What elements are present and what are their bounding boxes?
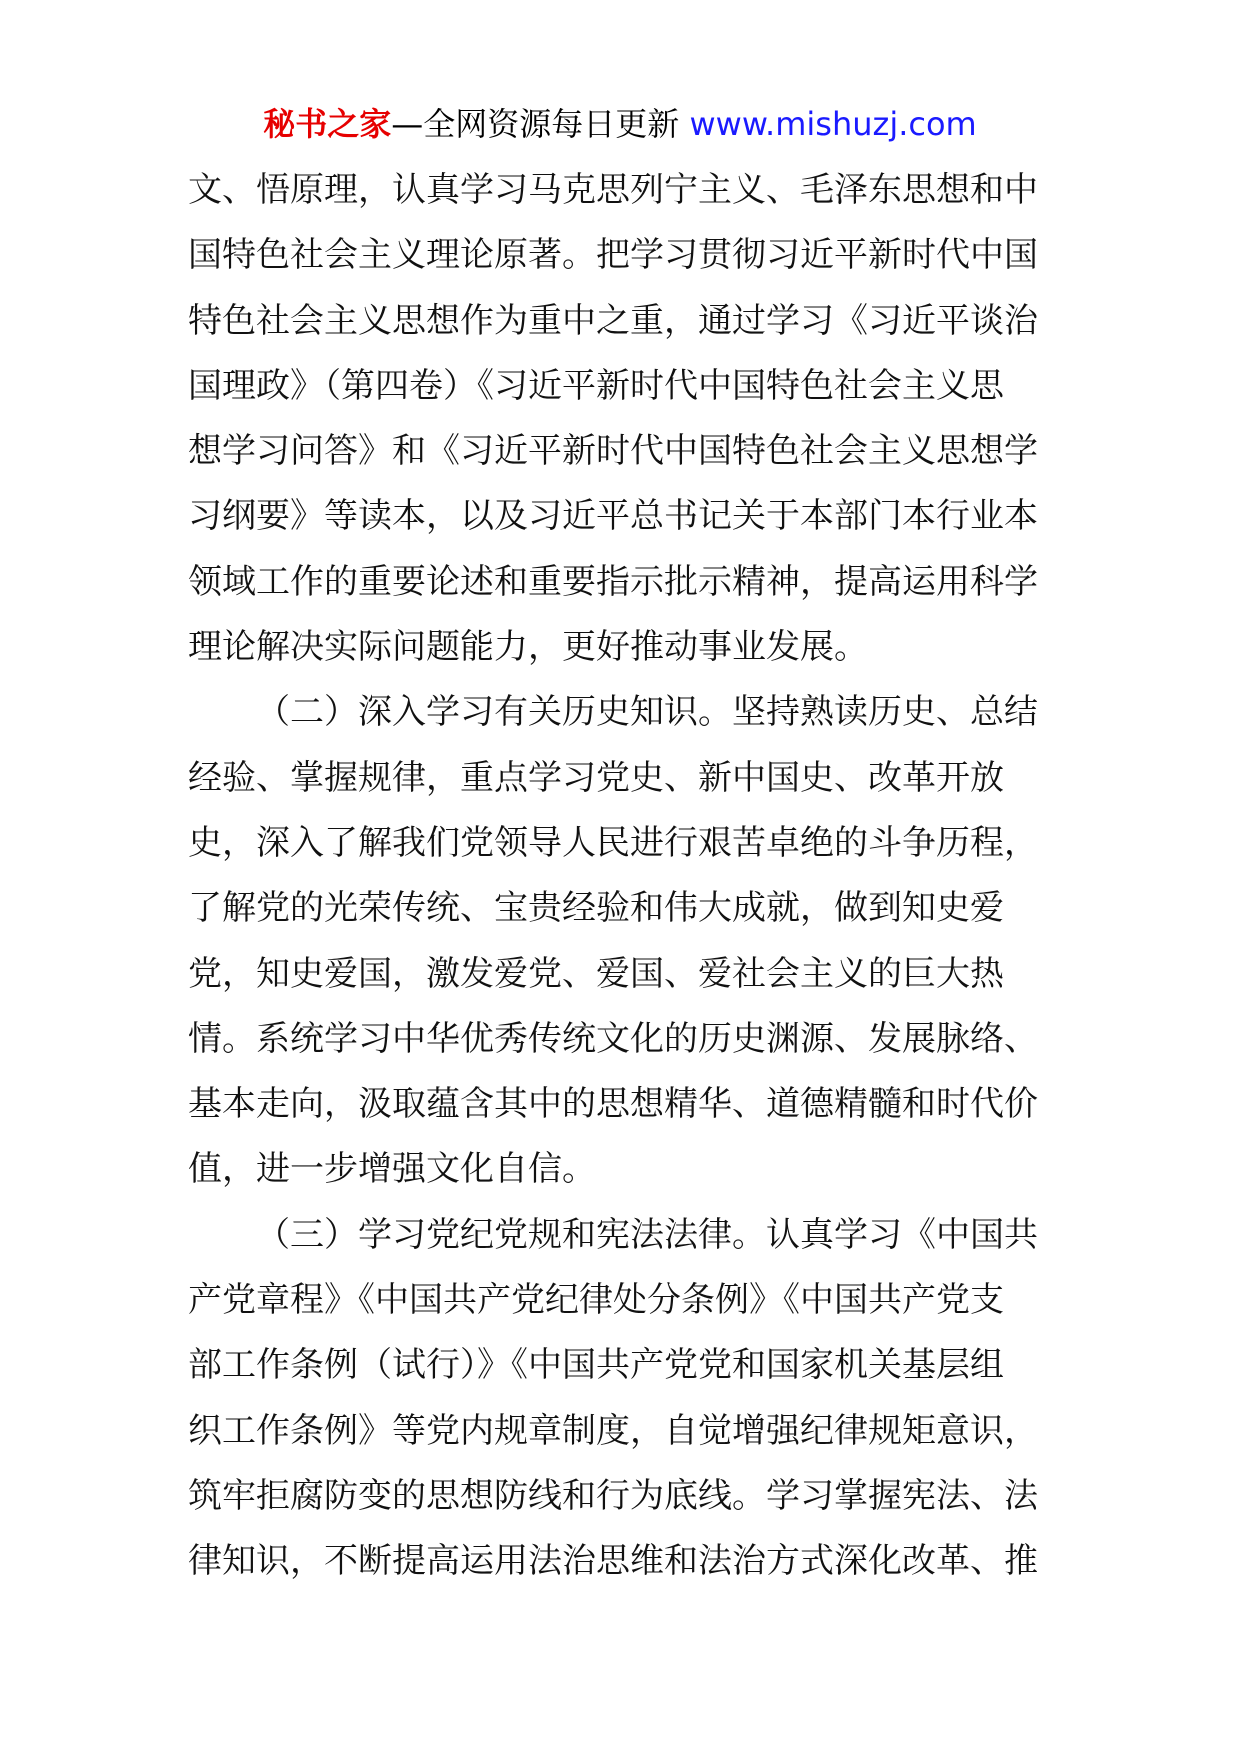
text-line: 基本走向，汲取蕴含其中的思想精华、道德精髓和时代价 xyxy=(188,1084,1038,1125)
text-line: 筑牢拒腐防变的思想防线和行为底线。学习掌握宪法、法 xyxy=(188,1475,1038,1516)
document-body xyxy=(188,158,1060,1595)
text-line: 织工作条例》等党内规章制度，自觉增强纪律规矩意识， xyxy=(188,1410,1038,1451)
text-line: 国理政》（第四卷）《习近平新时代中国特色社会主义思 xyxy=(188,365,1004,406)
text-line: 特色社会主义思想作为重中之重，通过学习《习近平谈治 xyxy=(188,300,1038,341)
text-line: 产党章程》《中国共产党纪律处分条例》《中国共产党支 xyxy=(188,1280,1004,1321)
text-line: 习纲要》等读本，以及习近平总书记关于本部门本行业本 xyxy=(188,496,1038,537)
text-line: 领域工作的重要论述和重要指示批示精神，提高运用科学 xyxy=(188,561,1038,602)
header-tagline: —全网资源每日更新 xyxy=(391,105,690,143)
text-line: 部工作条例（试行）》《中国共产党党和国家机关基层组 xyxy=(188,1345,1004,1386)
brand-name: 秘书之家 xyxy=(263,105,392,143)
section-heading-line: （二）深入学习有关历史知识。坚持熟读历史、总结 xyxy=(256,692,1038,733)
text-line: 值，进一步增强文化自信。 xyxy=(188,1149,596,1190)
text-line: 了解党的光荣传统、宝贵经验和伟大成就，做到知史爱 xyxy=(188,888,1004,929)
section-heading-line: （三）学习党纪党规和宪法法律。认真学习《中国共 xyxy=(256,1214,1038,1255)
text-line: 律知识，不断提高运用法治思维和法治方式深化改革、推 xyxy=(188,1541,1038,1582)
text-line: 经验、掌握规律，重点学习党史、新中国史、改革开放 xyxy=(188,757,1004,798)
text-line: 史，深入了解我们党领导人民进行艰苦卓绝的斗争历程， xyxy=(188,822,1038,863)
text-line: 情。系统学习中华优秀传统文化的历史渊源、发展脉络、 xyxy=(188,1018,1038,1059)
text-line: 理论解决实际问题能力，更好推动事业发展。 xyxy=(188,627,868,668)
text-line: 文、悟原理，认真学习马克思列宁主义、毛泽东思想和中 xyxy=(188,170,1038,210)
page-header xyxy=(0,102,1240,146)
text-line: 想学习问答》和《习近平新时代中国特色社会主义思想学 xyxy=(188,431,1038,472)
text-line: 国特色社会主义理论原著。把学习贯彻习近平新时代中国 xyxy=(188,235,1038,276)
text-line: 党，知史爱国，激发爱党、爱国、爱社会主义的巨大热 xyxy=(188,953,1004,994)
website-link[interactable]: www.mishuzj.com xyxy=(689,105,977,143)
